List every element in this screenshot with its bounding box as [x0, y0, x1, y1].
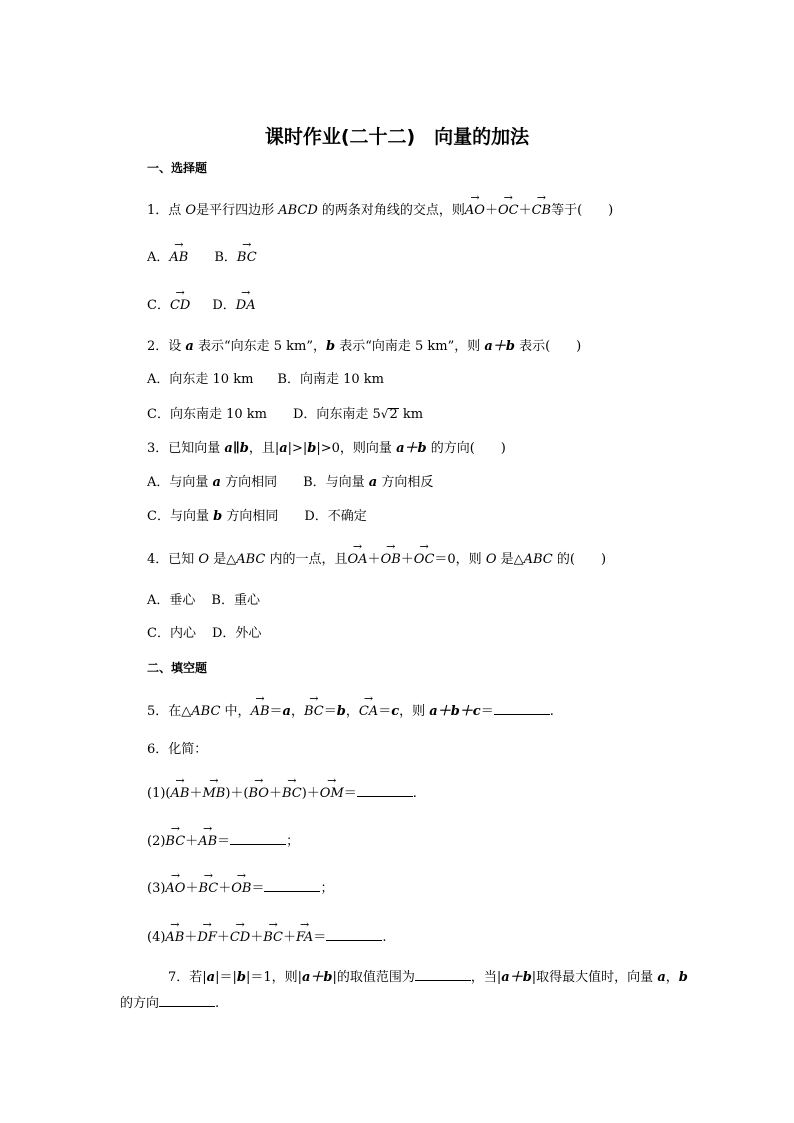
q4-options-ab — [147, 593, 260, 609]
q2-options-ab — [147, 372, 384, 388]
q6-part-1: (1)(→ AB＋→ MB)＋(→ BO＋→ BC)＋→ OM＝ . — [147, 785, 417, 802]
q1-prefix: 1．点 — [147, 203, 186, 218]
q1-options-ab — [147, 250, 257, 266]
q4-option-b: B．重心 — [211, 593, 260, 608]
question-5: 5．在△ABC 中，→ AB＝a，→ BC＝b，→ CA＝c，则 a＋b＋c＝ . — [147, 703, 554, 720]
q1-plus: ＋ — [484, 203, 498, 218]
q6-1-answer-blank — [357, 785, 413, 797]
question-2: 2．设 a 表示“向东走 5 km”，b 表示“向南走 5 km”，则 a＋b 表示( ) — [147, 339, 582, 354]
q2-option-c: C．向东南走 10 km — [147, 407, 267, 422]
q4-options-cd — [147, 626, 261, 642]
q1-option-b: B．→ BC — [214, 250, 256, 265]
q6-4-answer-blank — [326, 929, 382, 941]
q6-part-3: (3)→ AO＋→ BC＋→ OB＝ ； — [147, 880, 334, 897]
section-heading-fill: 二、填空题 — [147, 661, 208, 675]
q3-option-b: B．与向量 a 方向相反 — [303, 475, 434, 490]
question-6: 6．化简： — [147, 742, 208, 757]
q1-mid2: 的两条对角线的交点，则 — [317, 203, 465, 218]
q3-option-d: D．不确定 — [304, 509, 367, 524]
q4-vector-oa: → OA — [348, 552, 368, 568]
question-3: 3．已知向量 a∥b，且|a|>|b|>0，则向量 a＋b 的方向( ) — [147, 441, 506, 456]
q2-options-cd — [147, 406, 423, 423]
q2-vector-a: a — [185, 339, 194, 354]
question-1 — [147, 203, 613, 219]
q1-vector-ao: → AO — [465, 203, 485, 219]
q2-sum: a＋b — [484, 339, 515, 354]
q4-option-d: D．外心 — [211, 626, 262, 641]
q3-option-a: A．与向量 a 方向相同 — [147, 475, 278, 490]
q6-part-2: (2)→ BC＋→ AB＝ ； — [147, 833, 299, 850]
q1-options-cd — [147, 298, 256, 314]
q1-point-o: O — [185, 203, 197, 218]
q2-vector-b: b — [326, 339, 336, 354]
q3-options-cd — [147, 509, 367, 525]
q1-vector-oc: → OC — [498, 203, 519, 219]
q1-option-c: C．→ CD — [147, 298, 190, 313]
q1-abcd: ABCD — [278, 203, 318, 218]
q6-3-answer-blank — [264, 880, 320, 892]
q1-vector-cb: → CB — [532, 203, 552, 219]
q6-2-answer-blank — [230, 833, 286, 845]
q5-answer-blank — [494, 703, 550, 715]
q4-option-c: C．内心 — [147, 626, 196, 641]
q1-plus: ＋ — [518, 203, 532, 218]
section-heading-choice: 一、选择题 — [147, 161, 208, 175]
page-title: 课时作业(二十二) 向量的加法 — [264, 126, 530, 148]
q3-options-ab — [147, 475, 433, 491]
question-7-line-2: 的方向 . — [120, 996, 220, 1011]
q7-direction-blank — [159, 995, 215, 1007]
q1-option-d: D．→ DA — [212, 298, 255, 313]
question-4: 4．已知 O 是△ABC 内的一点，且→ OA＋→ OB＋→ OC＝0，则 O 是△ABC 的( ) — [147, 552, 606, 568]
q2-option-b: B．向南走 10 km — [277, 372, 384, 387]
q6-part-4: (4)→ AB＋→ DF＋→ CD＋→ BC＋→ FA＝ . — [147, 929, 386, 946]
question-7: 7．若|a|＝|b|＝1，则|a＋b|的取值范围为 ，当|a＋b|取得最大值时，向量 a，b — [168, 970, 688, 985]
q3-parallel: a∥b — [224, 441, 249, 456]
q3-option-c: C．与向量 b 方向相同 — [147, 509, 279, 524]
q1-suffix: 等于( ) — [551, 203, 614, 218]
q2-option-d: D．向东南走 5√2 km — [292, 407, 424, 422]
q4-vector-oc: → OC — [414, 552, 435, 568]
q2-option-a: A．向东走 10 km — [147, 372, 254, 387]
q1-mid: 是平行四边形 — [196, 203, 279, 218]
q7-range-blank — [415, 969, 471, 981]
q4-vector-ob: → OB — [381, 552, 401, 568]
q1-option-a: A．→ AB — [147, 250, 188, 265]
q4-option-a: A．垂心 — [147, 593, 196, 608]
